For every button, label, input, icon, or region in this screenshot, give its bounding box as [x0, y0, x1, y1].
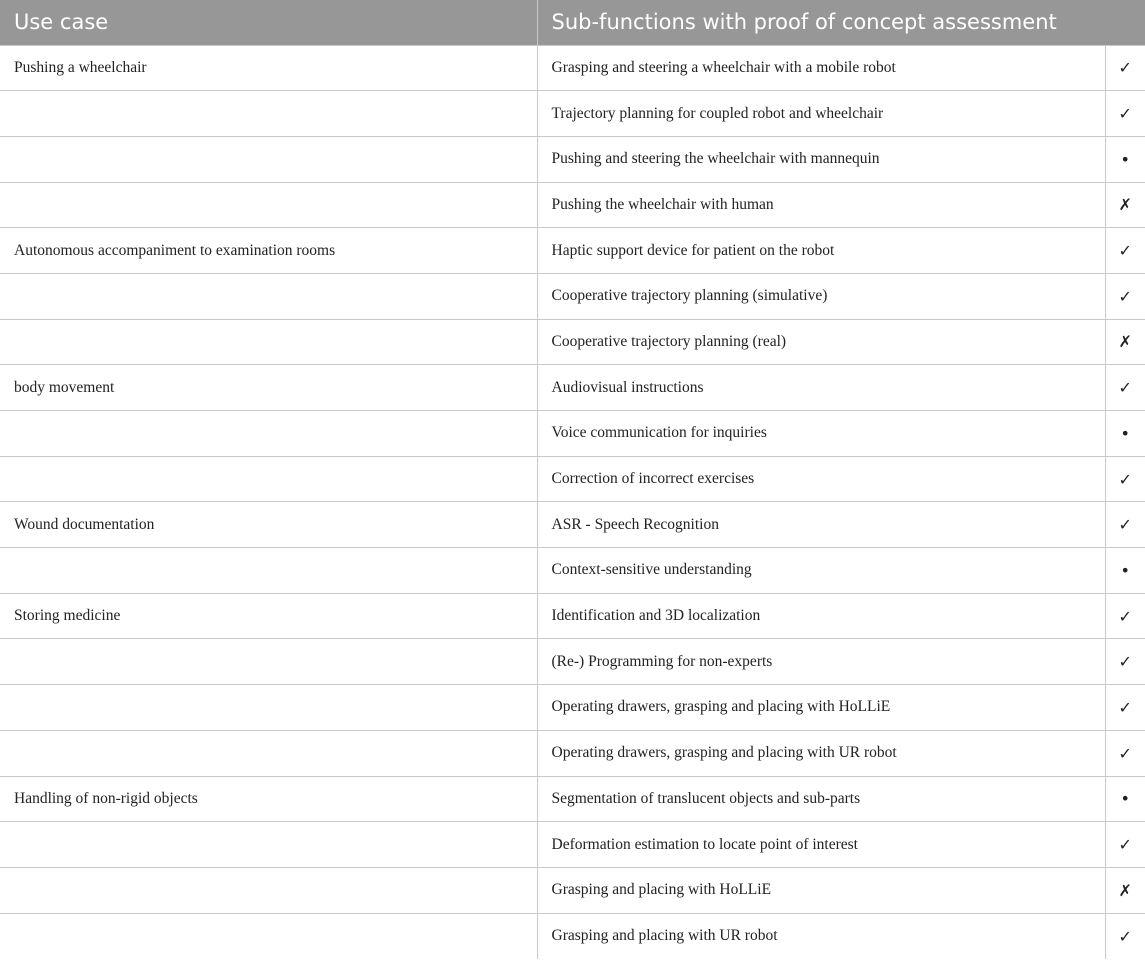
assessment-cell: ✓: [1105, 273, 1145, 319]
table-row: [0, 91, 1145, 137]
use-case-cell: [0, 867, 537, 913]
assessment-cell: •: [1105, 411, 1145, 457]
header-row: [0, 0, 1145, 45]
sub-function-cell: Trajectory planning for coupled robot and wheelchair: [537, 91, 1105, 137]
table-row: [0, 136, 1145, 182]
use-case-cell: [0, 913, 537, 959]
sub-function-cell: Pushing and steering the wheelchair with mannequin: [537, 136, 1105, 182]
sub-function-cell: Audiovisual instructions: [537, 365, 1105, 411]
sub-function-cell: Segmentation of translucent objects and sub-parts: [537, 776, 1105, 822]
assessment-cell: ✓: [1105, 593, 1145, 639]
sub-function-cell: Identification and 3D localization: [537, 593, 1105, 639]
table-row: [0, 273, 1145, 319]
sub-function-cell: Operating drawers, grasping and placing with HoLLiE: [537, 685, 1105, 731]
table-row: [0, 913, 1145, 959]
assessment-cell: ✓: [1105, 685, 1145, 731]
use-case-cell: body movement: [0, 365, 537, 411]
assessment-cell: ✗: [1105, 867, 1145, 913]
assessment-cell: •: [1105, 136, 1145, 182]
table-row: [0, 228, 1145, 274]
table-row: [0, 685, 1145, 731]
assessment-cell: •: [1105, 548, 1145, 594]
header-use-case: Use case: [0, 0, 537, 45]
assessment-cell: ✓: [1105, 730, 1145, 776]
use-case-cell: [0, 456, 537, 502]
table-row: [0, 730, 1145, 776]
assessment-cell: ✓: [1105, 822, 1145, 868]
assessment-cell: ✓: [1105, 913, 1145, 959]
assessment-cell: ✗: [1105, 319, 1145, 365]
sub-function-cell: Grasping and placing with UR robot: [537, 913, 1105, 959]
assessment-cell: ✓: [1105, 91, 1145, 137]
assessment-cell: ✓: [1105, 502, 1145, 548]
use-case-cell: [0, 273, 537, 319]
sub-function-cell: Cooperative trajectory planning (simulative): [537, 273, 1105, 319]
table-row: [0, 822, 1145, 868]
sub-function-cell: Grasping and placing with HoLLiE: [537, 867, 1105, 913]
table-row: [0, 456, 1145, 502]
sub-function-cell: Correction of incorrect exercises: [537, 456, 1105, 502]
use-case-cell: [0, 822, 537, 868]
sub-function-cell: Deformation estimation to locate point of interest: [537, 822, 1105, 868]
assessment-cell: ✓: [1105, 639, 1145, 685]
sub-function-cell: Voice communication for inquiries: [537, 411, 1105, 457]
use-case-cell: [0, 639, 537, 685]
use-case-cell: Autonomous accompaniment to examination rooms: [0, 228, 537, 274]
sub-function-cell: Pushing the wheelchair with human: [537, 182, 1105, 228]
table-row: [0, 502, 1145, 548]
sub-function-cell: ASR - Speech Recognition: [537, 502, 1105, 548]
use-case-cell: [0, 182, 537, 228]
use-case-cell: [0, 91, 537, 137]
assessment-cell: ✗: [1105, 182, 1145, 228]
table-row: [0, 593, 1145, 639]
sub-function-cell: Cooperative trajectory planning (real): [537, 319, 1105, 365]
use-case-cell: [0, 730, 537, 776]
table-row: [0, 867, 1145, 913]
table-body: [0, 45, 1145, 959]
assessment-cell: ✓: [1105, 228, 1145, 274]
table-row: [0, 182, 1145, 228]
table-row: [0, 45, 1145, 91]
table-header: [0, 0, 1145, 45]
table-row: [0, 639, 1145, 685]
sub-function-cell: Grasping and steering a wheelchair with a mobile robot: [537, 45, 1105, 91]
use-case-cell: [0, 319, 537, 365]
use-case-cell: Handling of non-rigid objects: [0, 776, 537, 822]
use-case-cell: [0, 548, 537, 594]
use-case-cell: Storing medicine: [0, 593, 537, 639]
sub-function-cell: (Re-) Programming for non-experts: [537, 639, 1105, 685]
table-row: [0, 411, 1145, 457]
use-case-cell: [0, 411, 537, 457]
assessment-cell: ✓: [1105, 365, 1145, 411]
assessment-cell: ✓: [1105, 45, 1145, 91]
header-sub-functions: Sub-functions with proof of concept assessment: [537, 0, 1145, 45]
table-row: [0, 776, 1145, 822]
table-row: [0, 319, 1145, 365]
assessment-cell: •: [1105, 776, 1145, 822]
table-row: [0, 365, 1145, 411]
sub-function-cell: Operating drawers, grasping and placing with UR robot: [537, 730, 1105, 776]
sub-function-cell: Haptic support device for patient on the robot: [537, 228, 1105, 274]
use-case-cell: [0, 136, 537, 182]
sub-function-cell: Context-sensitive understanding: [537, 548, 1105, 594]
assessment-cell: ✓: [1105, 456, 1145, 502]
use-case-cell: [0, 685, 537, 731]
use-case-cell: Pushing a wheelchair: [0, 45, 537, 91]
table-row: [0, 548, 1145, 594]
use-case-cell: Wound documentation: [0, 502, 537, 548]
